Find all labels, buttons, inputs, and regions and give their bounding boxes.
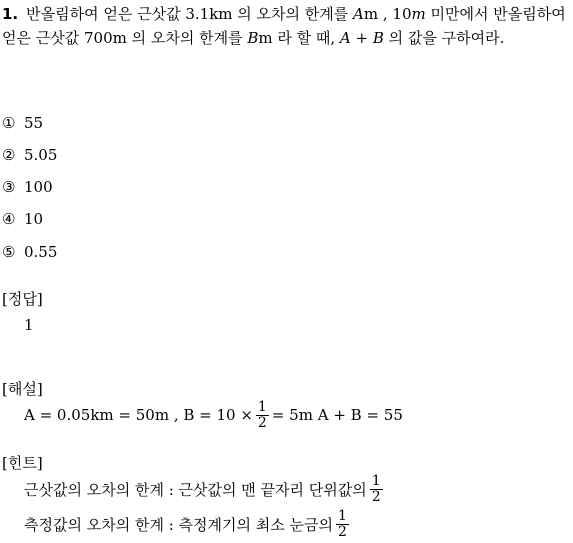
hint-line-1-den: 2	[371, 488, 381, 505]
hint-line-2-num: 1	[337, 507, 347, 524]
problem-statement	[2, 2, 572, 50]
problem-var-b: B	[247, 29, 259, 47]
problem-var-a: A	[353, 5, 364, 23]
hint-title: [힌트]	[2, 454, 43, 472]
choice-4-mark: ④	[2, 210, 16, 228]
explanation-fraction	[256, 400, 269, 431]
choice-2-label: 5.05	[24, 146, 58, 164]
problem-number: 1.	[2, 5, 19, 23]
hint-line-2-text: 측정값의 오차의 한계 : 측정계기의 최소 눈금의	[24, 515, 333, 534]
problem-text-5: 의 값을 구하여라.	[383, 29, 505, 47]
choice-5-label: 0.55	[24, 243, 58, 261]
choice-5[interactable]	[2, 241, 57, 263]
hint-line-1-fraction	[370, 474, 383, 505]
hint-line-2-den: 2	[337, 523, 347, 540]
problem-text-1: 반올림하여 얻은 근삿값 3.1km 의 오차의 한계를	[26, 5, 354, 23]
explanation-line	[24, 400, 403, 430]
choice-4-label: 10	[24, 210, 44, 228]
choice-3[interactable]	[2, 176, 53, 198]
problem-text-2: m , 10	[363, 5, 412, 23]
choice-3-mark: ③	[2, 178, 16, 196]
explanation-frac-den: 2	[257, 414, 267, 431]
hint-line-2-fraction	[336, 509, 349, 540]
hint-line-1	[24, 474, 386, 504]
problem-var-m: m	[411, 5, 426, 23]
explanation-title: [해설]	[2, 380, 43, 398]
choice-3-label: 100	[24, 178, 53, 196]
problem-text-4: m 라 할 때,	[258, 29, 340, 47]
hint-line-2	[24, 509, 352, 539]
hint-line-1-text: 근삿값의 오차의 한계 : 근삿값의 맨 끝자리 단위값의	[24, 480, 367, 499]
choice-5-mark: ⑤	[2, 243, 16, 261]
choice-1[interactable]	[2, 112, 43, 134]
problem-text-3: 미만에서 반올림하여 얻은 근삿값 700m 의 오차의 한계를	[2, 5, 566, 47]
answer-title: [정답]	[2, 290, 43, 308]
answer-value: 1	[24, 316, 34, 334]
explanation-frac-num: 1	[257, 398, 267, 415]
choice-2-mark: ②	[2, 146, 16, 164]
problem-expr-ab: A + B	[339, 29, 384, 47]
choice-4[interactable]	[2, 208, 43, 230]
choice-2[interactable]	[2, 144, 57, 166]
choice-1-mark: ①	[2, 114, 16, 132]
explanation-part-2: = 5m A + B = 55	[271, 406, 403, 424]
explanation-part-1: A = 0.05km = 50m , B = 10 ×	[24, 406, 253, 424]
hint-line-1-num: 1	[371, 472, 381, 489]
choice-1-label: 55	[24, 114, 44, 132]
